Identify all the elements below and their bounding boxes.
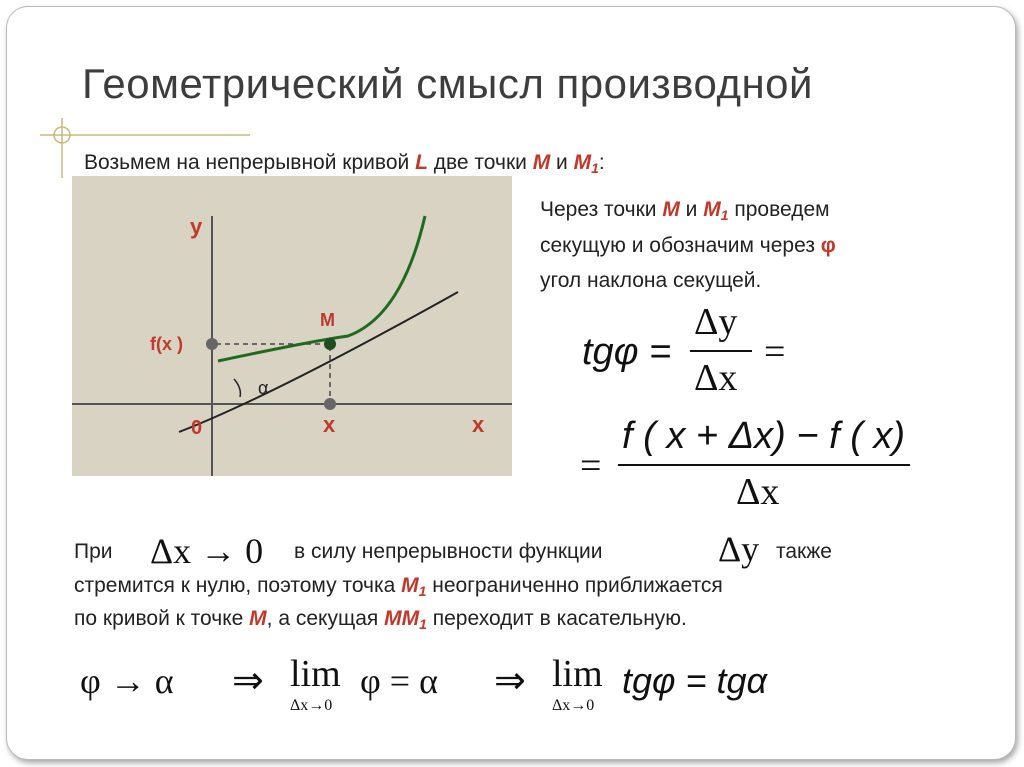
limit-text-end: также: [776, 540, 832, 563]
limit-text-line3: по кривой к точке M, а секущая $MM_1$ переходит в касательную.: [74, 607, 687, 632]
angle-alpha-label: α: [258, 378, 269, 398]
bottom-implies-1: ⇒: [232, 660, 264, 702]
bottom-phi-equals-alpha: φ = α: [360, 661, 438, 701]
limit-text-line2: стремится к нулю, поэтому точка $M_1$ неограниченно приближается: [74, 574, 723, 599]
x-point-label: x: [323, 412, 336, 437]
formula-tg-denominator: Δx: [694, 357, 738, 399]
x-axis-label: x: [472, 412, 485, 437]
formula-tg-lhs: tgφ =: [582, 331, 672, 373]
bottom-phi-to-alpha: φ → α: [80, 661, 174, 701]
origin-label: 0: [191, 417, 203, 439]
bottom-tg-equals: tgφ = tgα: [622, 660, 768, 701]
fx-point: [206, 338, 218, 350]
function-graph: [72, 176, 512, 476]
point-M: M: [532, 151, 551, 174]
formula-difference-numerator: f ( x + Δx) − f ( x): [622, 415, 906, 457]
intro-text: Возьмем на непрерывной кривой L две точки M и $M_1$:: [84, 151, 605, 176]
bottom-implies-2: ⇒: [494, 660, 526, 702]
bottom-lim-2: lim: [552, 653, 603, 695]
fx-label: f(x ): [150, 334, 183, 354]
limit-text-math-dx: Δx → 0: [150, 531, 264, 571]
limit-text-math-dy: Δy: [718, 529, 760, 569]
formula-difference-denominator: Δx: [736, 471, 780, 513]
x-point: [324, 398, 336, 410]
formula-difference-fraction-bar: [618, 464, 910, 466]
slide-title: Геометрический смысл производной: [82, 60, 813, 107]
secant-text-line1: Через точки M и $M_1$ проведем: [540, 198, 830, 223]
bottom-lim-1-subscript: Δx→0: [290, 697, 333, 714]
point-M-marker: [324, 338, 336, 350]
secant-text-line3: угол наклона секущей.: [540, 269, 762, 292]
point-M1: $M_1$: [573, 151, 599, 176]
limit-text-middle: в силу непрерывности функции: [294, 540, 603, 563]
limit-text-pri: При: [74, 540, 113, 563]
y-axis-label: y: [190, 214, 203, 239]
point-M-label: M: [320, 310, 335, 330]
secant-text-line2: секущую и обозначим через φ: [540, 234, 836, 257]
graph-panel: [72, 176, 512, 476]
curve-name-L: L: [415, 151, 428, 174]
formula-tg-numerator: Δy: [694, 301, 738, 343]
formula-difference-equals: =: [580, 445, 602, 487]
bottom-lim-1: lim: [290, 653, 341, 695]
formula-tg-equals: =: [764, 331, 786, 373]
formula-tg-fraction-bar: [690, 350, 752, 352]
bottom-lim-2-subscript: Δx→0: [552, 697, 595, 714]
